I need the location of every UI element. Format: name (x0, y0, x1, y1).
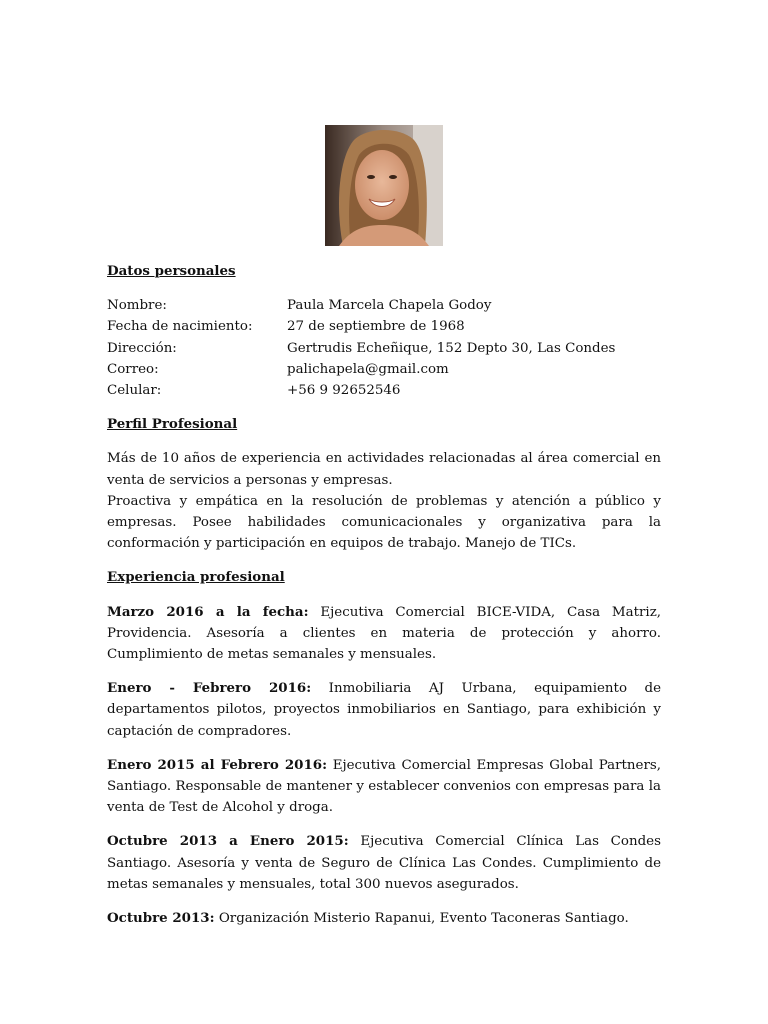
experience-text: Organización Misterio Rapanui, Evento Taconeras Santiago. (214, 911, 629, 927)
experience-item (107, 678, 661, 742)
row-label: Celular: (107, 383, 162, 399)
row-value: Gertrudis Echeñique, 152 Depto 30, Las Condes (287, 340, 616, 356)
row-value: Paula Marcela Chapela Godoy (287, 298, 492, 314)
personal-row-address (107, 338, 661, 359)
experience-item (107, 755, 661, 819)
experience-date: Octubre 2013 a Enero 2015: (107, 833, 349, 850)
row-value: 27 de septiembre de 1968 (287, 319, 465, 335)
experience-date: Octubre 2013: (107, 910, 215, 927)
experience-date: Enero 2015 al Febrero 2016: (107, 756, 328, 773)
profile-paragraph-1: Más de 10 años de experiencia en actividades relacionadas al área comercial en venta de servicios a personas y empresas. (107, 451, 661, 488)
experience-date: Marzo 2016 a la fecha: (107, 603, 309, 620)
experience-item (107, 908, 661, 929)
profile-photo (325, 125, 443, 246)
personal-data-table (107, 295, 661, 401)
personal-row-name (107, 295, 661, 316)
experience-item (107, 831, 661, 895)
personal-row-phone (107, 380, 661, 401)
row-label: Nombre: (107, 298, 167, 314)
section-heading-profile: Perfil Profesional (107, 416, 238, 433)
personal-row-birthdate (107, 316, 661, 337)
experience-item (107, 602, 661, 666)
experience-date: Enero - Febrero 2016: (107, 680, 312, 697)
cv-content (107, 261, 661, 942)
section-heading-experience: Experiencia profesional (107, 569, 285, 586)
experience-text: Ejecutiva Comercial Clínica Las Condes Santiago. Asesoría y venta de Seguro de Clínica Las Condes. Cumplimiento de metas semanales y mensuales, total 300 nuevos asegurados. (107, 834, 661, 892)
row-value: +56 9 92652546 (287, 383, 401, 399)
row-label: Fecha de nacimiento: (107, 319, 253, 335)
experience-text: Ejecutiva Comercial Empresas Global Partners, Santiago. Responsable de mantener y establecer convenios con empresas para la venta de Test de Alcohol y droga. (107, 757, 662, 816)
row-value: palichapela@gmail.com (287, 361, 449, 377)
section-heading-personal: Datos personales (107, 263, 236, 279)
row-label: Dirección: (107, 340, 177, 356)
portrait-image (325, 125, 443, 246)
experience-text: Ejecutiva Comercial BICE-VIDA, Casa Matriz, Providencia. Asesoría a clientes en materia de protección y ahorro. Cumplimiento de metas semanales y mensuales. (107, 604, 662, 663)
profile-paragraph-2: Proactiva y empática en la resolución de problemas y atención a público y empresas. Posee habilidades comunicacionales y organizativa para la conformación y participación en equipos de trabajo. Manejo de TICs. (107, 493, 661, 552)
personal-row-email (107, 359, 661, 380)
experience-text: Inmobiliaria AJ Urbana, equipamiento de departamentos pilotos, proyectos inmobiliarios en Santiago, para exhibición y captación de compradores. (107, 681, 661, 739)
row-label: Correo: (107, 361, 159, 377)
